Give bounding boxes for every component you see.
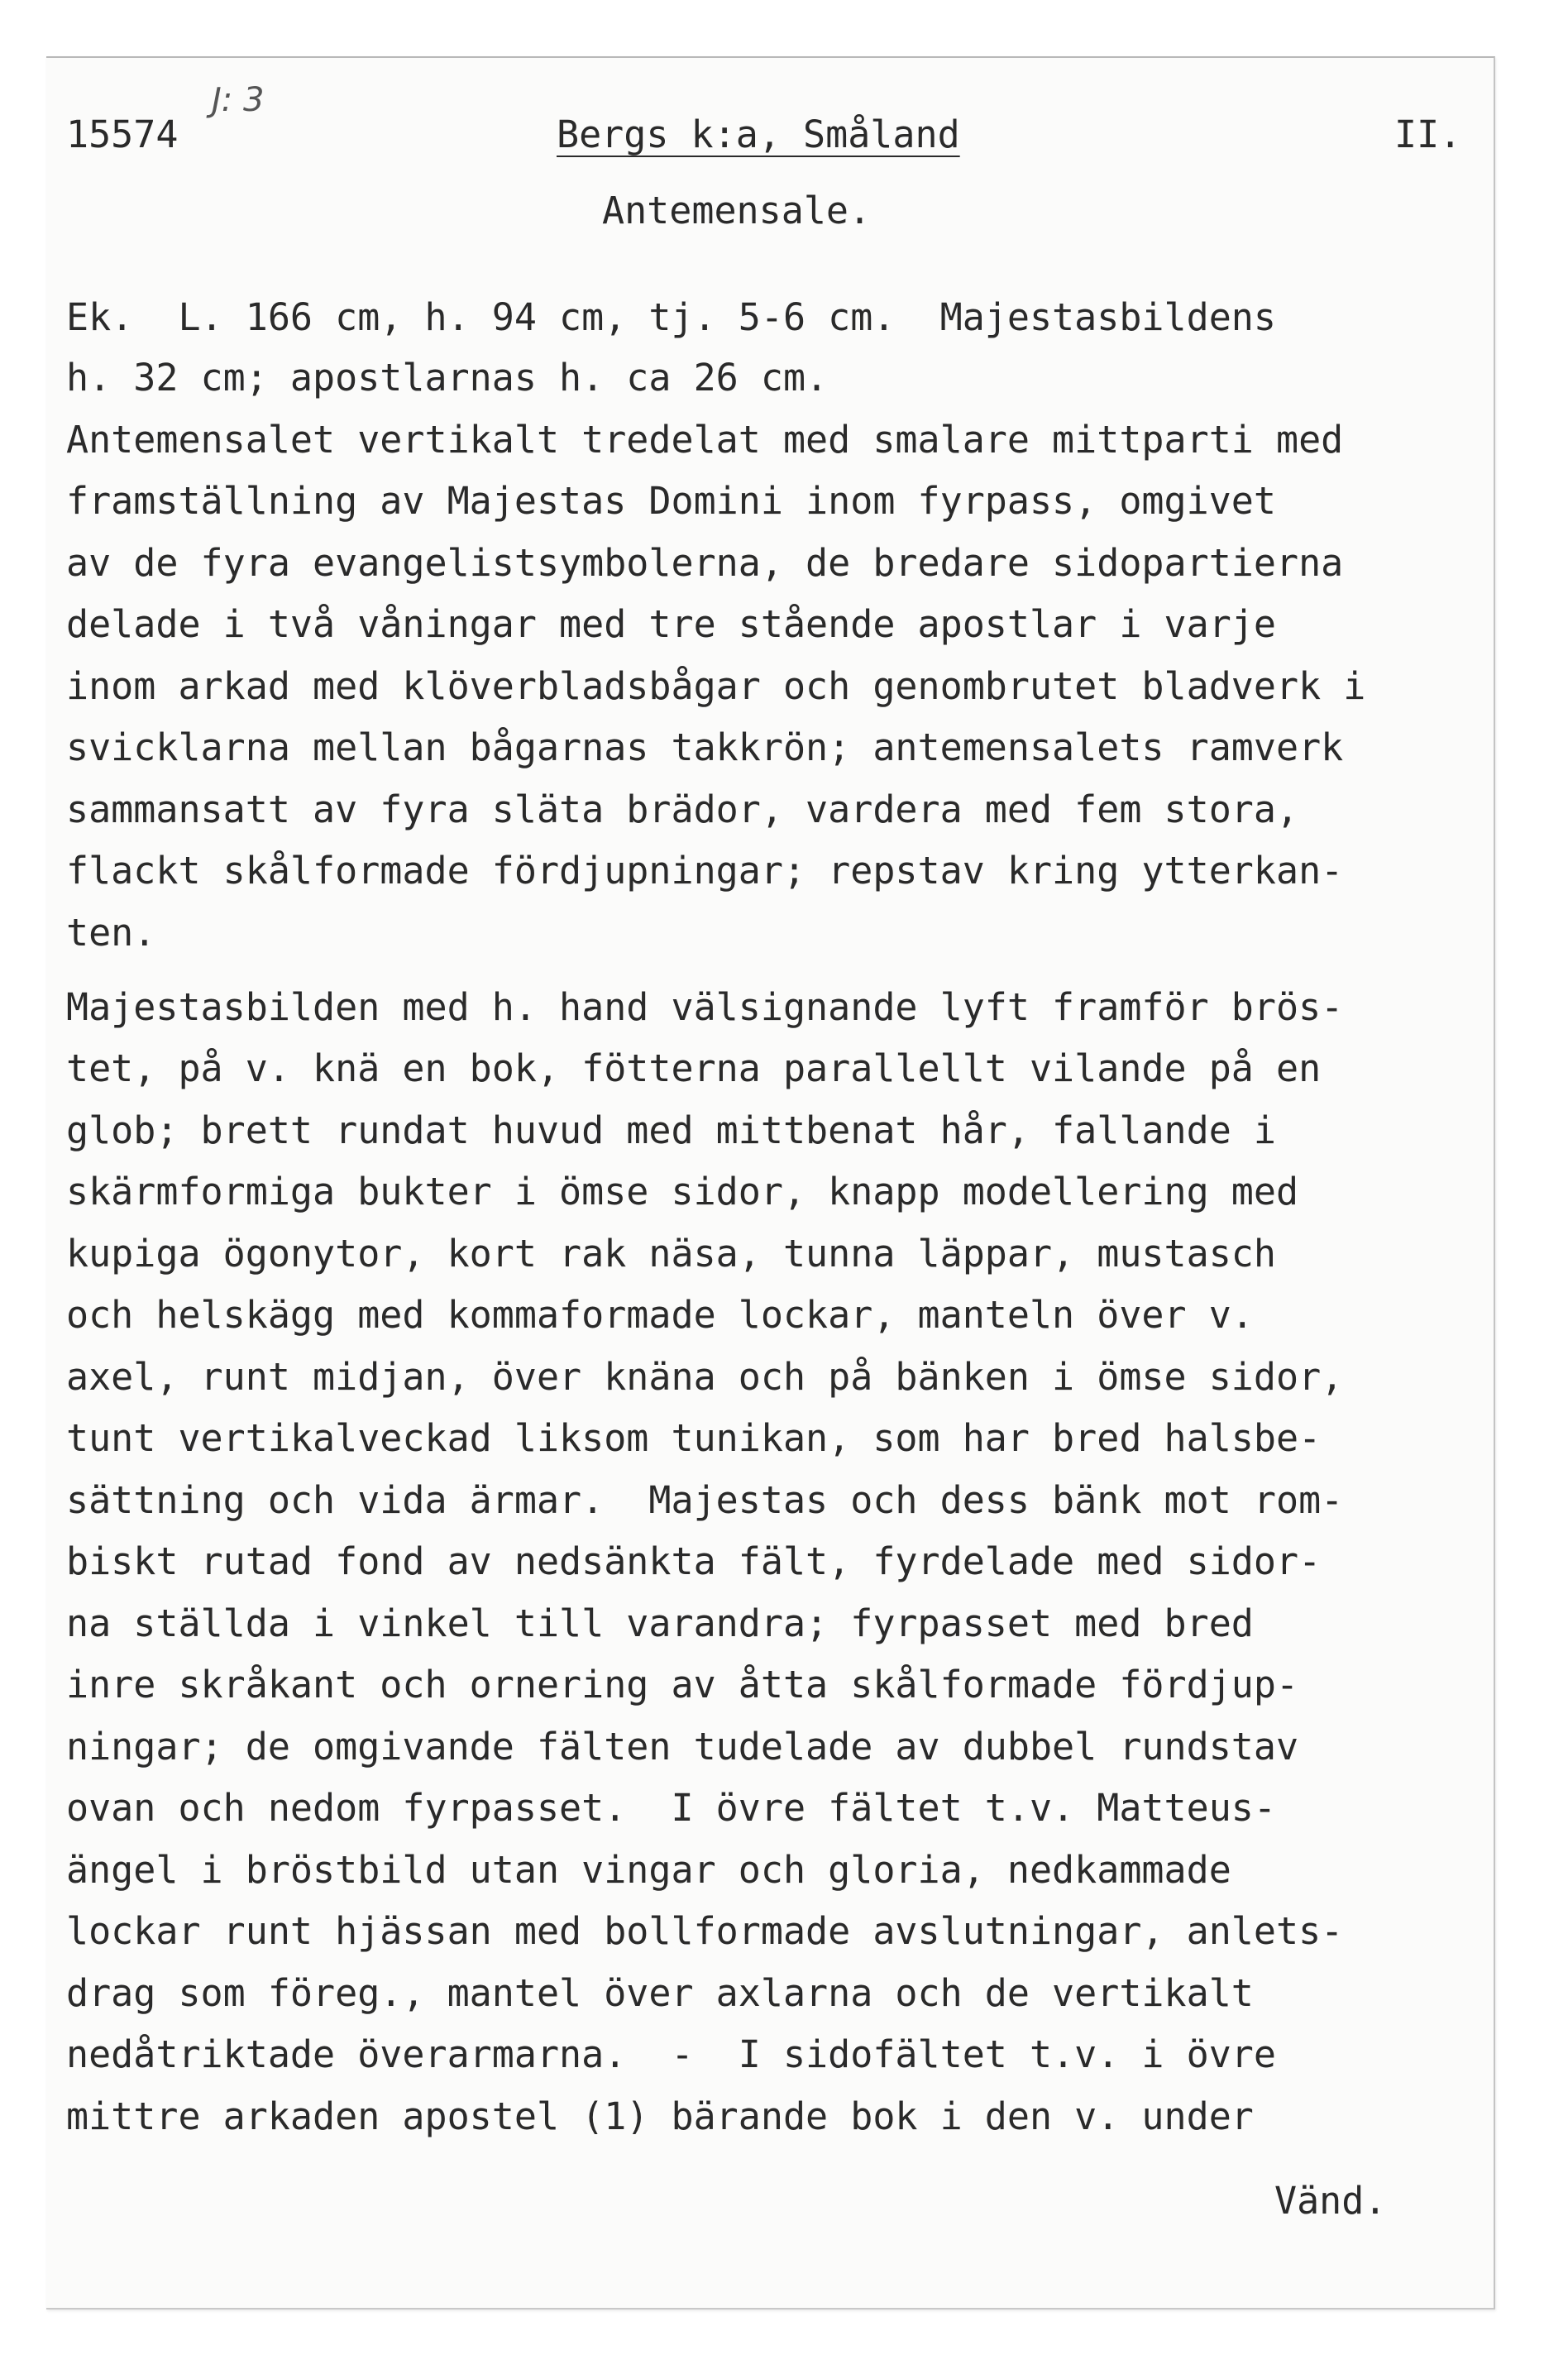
text-line: nedåtriktade överarmarna. - I sidofältet t.v. i övre [66, 2032, 1276, 2076]
text-line: flackt skålformade fördjupningar; repstav kring ytterkan- [66, 849, 1344, 893]
text-line: na ställda i vinkel till varandra; fyrpasset med bred [66, 1601, 1254, 1645]
text-line: sättning och vida ärmar. Majestas och dess bänk mot rom- [66, 1478, 1344, 1522]
text-line: ningar; de omgivande fälten tudelade av dubbel rundstav [66, 1725, 1299, 1769]
text-line: och helskägg med kommaformade lockar, manteln över v. [66, 1293, 1254, 1337]
text-line: mittre arkaden apostel (1) bärande bok i den v. under [66, 2094, 1254, 2138]
text-line: ängel i bröstbild utan vingar och gloria, nedkammade [66, 1848, 1231, 1892]
sheet-number: II. [1394, 112, 1462, 156]
text-line: ten. [66, 911, 156, 955]
text-line: tunt vertikalveckad liksom tunikan, som har bred halsbe- [66, 1416, 1322, 1460]
text-line: framställning av Majestas Domini inom fyrpass, omgivet [66, 479, 1276, 523]
text-line: av de fyra evangelistsymbolerna, de bredare sidopartierna [66, 541, 1344, 585]
text-line: biskt rutad fond av nedsänkta fält, fyrdelade med sidor- [66, 1539, 1322, 1583]
handwritten-note: J: 3 [212, 81, 265, 119]
text-line: ovan och nedom fyrpasset. I övre fältet t.v. Matteus- [66, 1786, 1276, 1830]
text-line: Antemensalet vertikalt tredelat med smalare mittparti med [66, 418, 1344, 462]
text-line: inre skråkant och ornering av åtta skålformade fördjup- [66, 1663, 1299, 1706]
text-line: h. 32 cm; apostlarnas h. ca 26 cm. [66, 356, 829, 400]
text-line: skärmformiga bukter i ömse sidor, knapp modellering med [66, 1170, 1299, 1213]
text-line: inom arkad med klöverbladsbågar och genombrutet bladverk i [66, 664, 1366, 708]
turn-page-label: Vänd. [1274, 2179, 1387, 2223]
text-line: drag som föreg., mantel över axlarna och de vertikalt [66, 1971, 1254, 2015]
text-line: svicklarna mellan bågarnas takkrön; antemensalets ramverk [66, 725, 1344, 769]
text-line: sammansatt av fyra släta brädor, vardera med fem stora, [66, 787, 1299, 831]
text-line: tet, på v. knä en bok, fötterna parallellt vilande på en [66, 1046, 1322, 1090]
text-line: axel, runt midjan, över knäna och på bänken i ömse sidor, [66, 1355, 1344, 1399]
text-line: delade i två våningar med tre stående apostlar i varje [66, 602, 1276, 646]
index-card [46, 56, 1495, 2310]
text-line: lockar runt hjässan med bollformade avslutningar, anlets- [66, 1909, 1344, 1953]
text-line: glob; brett rundat huvud med mittbenat hår, fallande i [66, 1108, 1276, 1152]
catalog-number: 15574 [66, 112, 179, 156]
location-title: Bergs k:a, Småland [557, 112, 960, 156]
subject-heading: Antemensale. [602, 189, 872, 232]
text-line: Ek. L. 166 cm, h. 94 cm, tj. 5-6 cm. Majestasbildens [66, 295, 1276, 339]
text-line: kupiga ögonytor, kort rak näsa, tunna läppar, mustasch [66, 1232, 1276, 1276]
text-line: Majestasbilden med h. hand välsignande lyft framför brös- [66, 985, 1344, 1029]
